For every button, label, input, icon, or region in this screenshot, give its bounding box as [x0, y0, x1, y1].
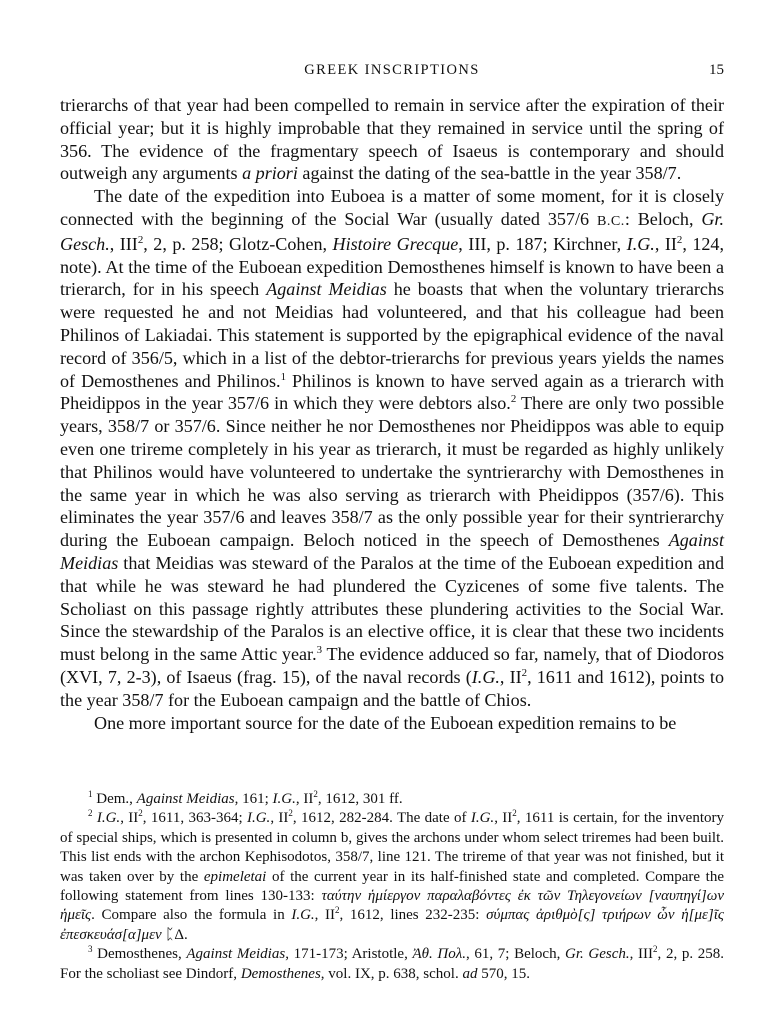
page-header	[60, 62, 724, 82]
text-run: , II	[270, 810, 289, 827]
footnote	[60, 790, 724, 809]
italic-text: ad	[462, 965, 478, 982]
italic-text: I.G.	[291, 907, 315, 924]
footnote-marker: 2	[313, 789, 318, 799]
italic-text: ταύτην ἡμίεργον παραλαβόντες ἐκ τῶν Τηλεγονείων [ναυπηγί]ων ἡμεῖς	[60, 888, 724, 924]
italic-text: Against Meidias	[60, 530, 724, 573]
italic-text: Gr. Gesch.	[60, 208, 724, 254]
footnote-marker: 2	[88, 808, 93, 819]
text-run: , II	[314, 907, 336, 924]
paragraph	[60, 94, 724, 185]
italic-text: I.G.	[96, 810, 121, 827]
italic-text: Gr. Gesch.	[565, 946, 630, 963]
text-run: 570, 15.	[477, 965, 530, 982]
text-run: he boasts that when the voluntary trierarchs were requested he and not Meidias had volunteered, and that his colleague had been Philinos of Lakiadai. This statement is supported by the epigraphical evidence of the naval record of 356/5, which in a list of the debtor-trierarchs for previous years yields the names of Demosthenes and Philinos.	[60, 279, 724, 391]
footnote	[60, 945, 724, 984]
text-run: of the current year in its half-finished state and completed. Compare the following statement from lines 130-133:	[60, 868, 725, 905]
running-title: GREEK INSCRIPTIONS	[304, 62, 480, 78]
italic-text: Histoire Grecque	[332, 233, 459, 254]
italic-text: I.G.	[272, 791, 296, 807]
text-run: that Meidias was steward of the Paralos at the time of the Euboean expedition and that while he was steward he had plundered the Cyzicenes of some five talents. The Scholiast on this passage rightly attributes these plundering activities to the Social War. Since the stewardship of the Paralos is an elective office, it is clear that these two incidents must belong in the same Attic year.	[60, 552, 724, 665]
italic-text: Demosthenes	[240, 965, 321, 982]
footnote-marker: 1	[280, 370, 287, 383]
footnote-marker: 2	[676, 233, 683, 246]
text-run: . Compare also the formula in	[91, 907, 292, 924]
footnote-marker: 3	[88, 944, 93, 955]
text-run: , II	[120, 810, 139, 827]
text-run: ᛈΔ.	[161, 926, 188, 943]
text-run: , II	[654, 233, 677, 254]
footnotes	[60, 790, 724, 984]
text-run: , III	[109, 233, 138, 254]
text-run: Dem.,	[92, 791, 137, 807]
text-run: There are only two possible years, 358/7 or 357/6. Since neither he nor Demosthenes nor Pheidippos was able to equip even one trireme completely in his year as trierarch, it must be regarded as highly unlikely that Philinos would have volunteered to undertake the syntrierarchy with Demosthenes in the same year in which he was also serving as trierarch with Pheidippos (357/6). This eliminates the year 357/6 and leaves 358/7 as the only possible year for their syntrierarchy during the Euboean campaign. Beloch noticed in the speech of Demosthenes	[60, 393, 724, 551]
text-run: , 2, p. 258; Glotz-Cohen,	[143, 233, 333, 254]
text-run: The date of the expedition into Euboea is a matter of some moment, for it is closely connected with the beginning of the Social War (usually dated 357/6	[60, 186, 724, 229]
paragraph	[60, 712, 724, 735]
italic-text: Against Meidias	[136, 791, 235, 807]
text-run: , III, p. 187; Kirchner,	[458, 233, 627, 254]
text-run: , 1611 and 1612), points to the year 358/7 for the Euboean campaign and the battle of Chios.	[60, 666, 724, 710]
italic-text: Against Meidias	[266, 279, 387, 300]
paragraph	[60, 185, 724, 711]
footnote-marker: 3	[316, 644, 323, 657]
footnote-marker: 2	[653, 944, 658, 955]
text-run: , 1611, 363-364;	[142, 810, 247, 827]
body-text	[60, 94, 724, 734]
text-run: , II	[295, 791, 314, 807]
text-run: , vol. IX, p. 638, schol.	[320, 965, 463, 982]
text-run: One more important source for the date of the Euboean expedition remains to be	[94, 712, 677, 733]
italic-text: σύμπας ἀριθμὸ[ς] τριήρων ὧν ἡ[με]ῖς ἐπεσκευάσ[α]μεν	[60, 907, 725, 943]
italic-text: I.G.	[626, 233, 655, 254]
page-number: 15	[709, 62, 724, 78]
text-run: trierarchs of that year had been compelled to remain in service after the expiration of their official year; but it is highly improbable that they remained in service until the spring of 356. The evidence of the fragmentary speech of Isaeus is contemporary and should outweigh any arguments	[60, 95, 724, 184]
text-run: , II	[494, 810, 513, 827]
italic-text: Ἀθ. Πολ.	[412, 946, 466, 963]
text-run: , 2, p. 258. For the scholiast see Dindorf,	[60, 946, 724, 982]
italic-text: I.G.	[470, 810, 495, 827]
text-run: , 161;	[234, 791, 273, 807]
text-run: against the dating of the sea-battle in the year 358/7.	[297, 163, 682, 184]
footnote-marker: 2	[521, 666, 528, 679]
text-run: : Beloch,	[624, 208, 702, 229]
text-run: , 1612, lines 232-235:	[339, 907, 487, 924]
small-caps-text: B.C.	[596, 212, 625, 229]
text-run: Demosthenes,	[92, 946, 187, 963]
footnote-marker: 2	[138, 808, 143, 819]
text-run: , 171-173; Aristotle,	[285, 946, 413, 963]
italic-text: epimeletai	[203, 868, 267, 885]
italic-text: a priori	[242, 163, 298, 184]
footnote-marker: 2	[512, 808, 517, 819]
text-run: The evidence adduced so far, namely, that of Diodoros (XVI, 7, 2-3), of Isaeus (frag. 15), of the naval records (	[60, 644, 724, 687]
text-run: , III	[629, 946, 654, 963]
text-run: Philinos is known to have served again as a trierarch with Pheidippos in the year 357/6 in which they were debtors also.	[60, 370, 724, 414]
italic-text: Against Meidias	[186, 946, 286, 963]
footnote-marker: 2	[137, 233, 144, 246]
footnote-marker: 2	[288, 808, 293, 819]
footnote	[60, 809, 724, 945]
footnote-marker: 2	[510, 393, 517, 406]
text-run: , 1611 is certain, for the inventory of special ships, which is presented in column b, gives the archons under whom select triremes had been built. This list ends with the archon Kephisodotos, 358/7, line 121. The trireme of that year was not finished, but it was taken over by the	[60, 810, 725, 885]
italic-text: I.G.	[246, 810, 271, 827]
text-run: , 1612, 301 ff.	[317, 791, 403, 807]
italic-text: I.G.	[471, 666, 500, 687]
text-run: , 1612, 282-284. The date of	[292, 810, 471, 827]
text-run: , 61, 7; Beloch,	[465, 946, 565, 963]
text-run: , II	[499, 666, 522, 687]
footnote-marker: 1	[88, 789, 93, 799]
text-run: , 124, note). At the time of the Euboean expedition Demosthenes himself is known to have been a trierarch, for in his speech	[60, 233, 724, 300]
footnote-marker: 2	[335, 905, 340, 916]
